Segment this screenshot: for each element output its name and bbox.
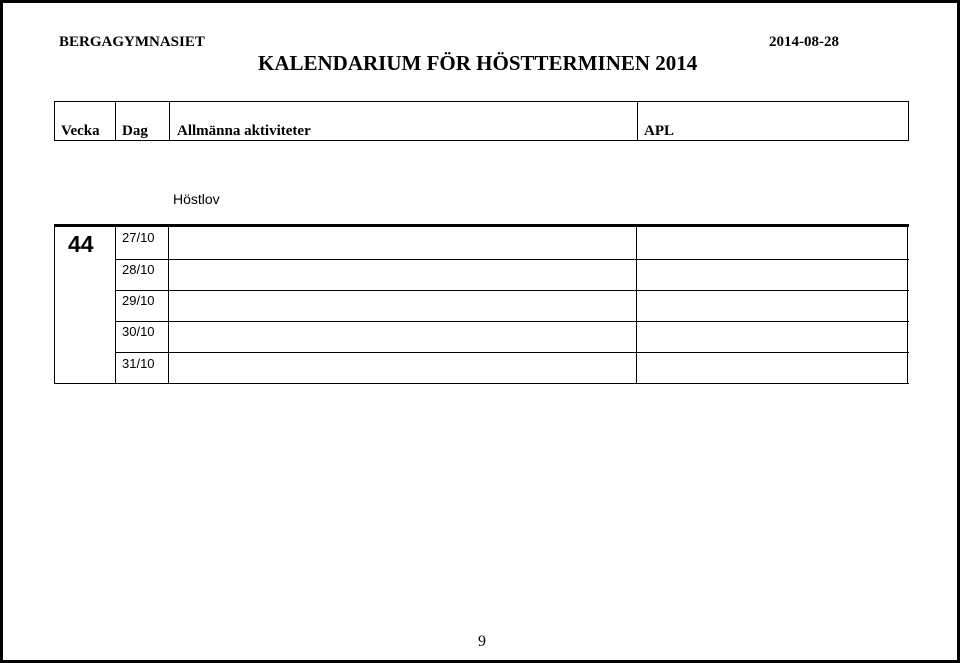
column-header-apl: APL [644,123,674,139]
holiday-label: Höstlov [173,191,220,207]
row-divider [116,290,909,291]
column-divider [115,227,116,383]
page-title: KALENDARIUM FÖR HÖSTTERMINEN 2014 [258,51,698,75]
column-header-dag: Dag [122,123,148,139]
column-divider [168,227,169,383]
page-number: 9 [478,633,486,650]
week-number: 44 [68,231,94,257]
day-cell: 30/10 [122,324,155,339]
row-divider [116,259,909,260]
document-date: 2014-08-28 [769,34,839,50]
column-header-vecka: Vecka [61,123,100,139]
day-cell: 31/10 [122,356,155,371]
column-divider [636,227,637,383]
row-divider [116,321,909,322]
column-header-allmanna-aktiviteter: Allmänna aktiviteter [177,123,311,139]
week-table [54,224,909,384]
school-name: BERGAGYMNASIET [59,34,205,50]
column-divider [115,102,116,140]
column-divider [637,102,638,140]
table-border [907,227,908,383]
day-cell: 28/10 [122,262,155,277]
row-divider [116,352,909,353]
column-header-row [54,101,909,141]
day-cell: 29/10 [122,293,155,308]
table-border [54,227,55,383]
column-divider [169,102,170,140]
day-cell: 27/10 [122,230,155,245]
